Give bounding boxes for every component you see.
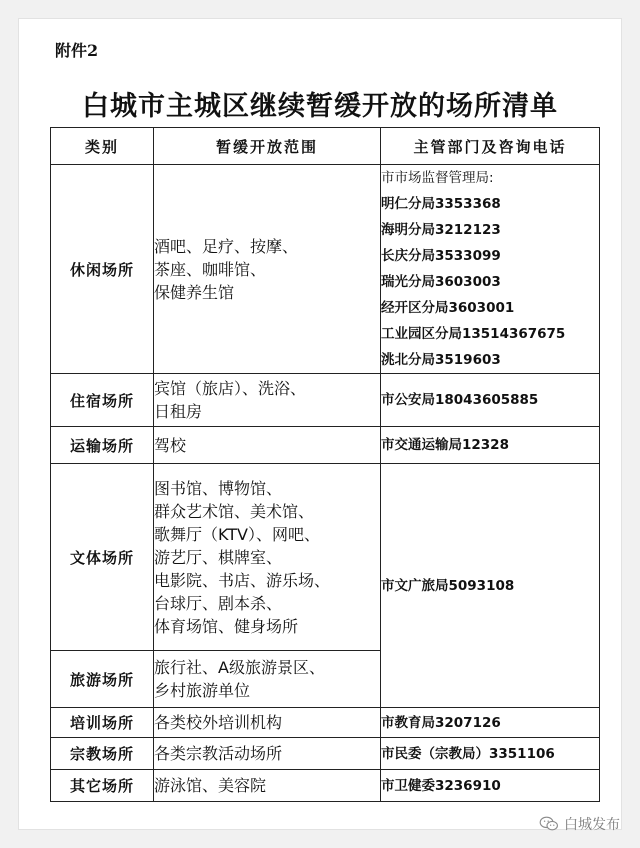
scope-line: 游艺厅、棋牌室、 [154, 547, 283, 567]
scope-line: 驾校 [154, 435, 187, 455]
venue-list-table [50, 127, 600, 802]
contact-line: 经开区分局3603001 [381, 300, 515, 316]
contact-line: 市教育局3207126 [381, 714, 501, 731]
table-row [51, 738, 600, 770]
table-header-row [51, 128, 600, 165]
table-row [51, 427, 600, 464]
scope-cell [154, 427, 381, 464]
table-row [51, 708, 600, 738]
contact-cell [381, 165, 600, 374]
contact-cell [381, 374, 600, 427]
category-cell: 其它场所 [51, 770, 154, 802]
scope-line: 各类宗教活动场所 [154, 744, 283, 763]
column-header-contact: 主管部门及咨询电话 [381, 128, 600, 165]
watermark-text: 白城发布 [564, 817, 620, 833]
scope-cell [154, 464, 381, 651]
column-header-category: 类别 [51, 128, 154, 165]
scope-cell [154, 651, 381, 708]
contact-cell [381, 708, 600, 738]
scope-line: 保健养生馆 [154, 282, 235, 302]
wechat-icon [539, 816, 559, 832]
contact-header: 市市场监督管理局: [381, 170, 494, 186]
table-row [51, 770, 600, 802]
table-row [51, 165, 600, 374]
table-row [51, 374, 600, 427]
scope-cell [154, 708, 381, 738]
category-cell: 培训场所 [51, 708, 154, 738]
contact-cell [381, 427, 600, 464]
watermark [539, 814, 620, 834]
contact-line: 市公安局18043605885 [381, 392, 539, 408]
category-cell: 旅游场所 [51, 651, 154, 708]
contact-line: 市交通运输局12328 [381, 437, 509, 453]
contact-cell [381, 464, 600, 708]
contact-line: 工业园区分局13514367675 [381, 326, 566, 342]
scope-line: 酒吧、足疗、按摩、 [154, 236, 299, 256]
scope-line: 茶座、咖啡馆、 [154, 259, 267, 279]
scope-cell [154, 165, 381, 374]
scope-line: 电影院、书店、游乐场、 [154, 570, 331, 590]
scope-line: 体育场馆、健身场所 [154, 616, 299, 636]
scope-line: 日租房 [154, 402, 203, 421]
scope-line: 宾馆（旅店）、洗浴、 [154, 379, 307, 398]
contact-line: 明仁分局3353368 [381, 196, 501, 212]
column-header-scope: 暂缓开放范围 [154, 128, 381, 165]
scope-line: 各类校外培训机构 [154, 713, 283, 732]
scope-line: 乡村旅游单位 [154, 681, 251, 700]
contact-line: 长庆分局3533099 [381, 248, 501, 264]
scope-cell [154, 374, 381, 427]
scope-line: 旅行社、A级旅游景区、 [154, 658, 325, 677]
contact-line: 市民委（宗教局）3351106 [381, 745, 555, 762]
contact-line: 洮北分局3519603 [381, 352, 501, 368]
scope-line: 台球厅、剧本杀、 [154, 593, 283, 613]
scope-cell [154, 738, 381, 770]
scope-line: 群众艺术馆、美术馆、 [154, 501, 315, 521]
document-title: 白城市主城区继续暂缓开放的场所清单 [82, 91, 558, 122]
category-cell: 文体场所 [51, 464, 154, 651]
scope-line: 图书馆、博物馆、 [154, 478, 283, 498]
contact-line: 瑞光分局3603003 [381, 274, 501, 290]
table-row [51, 464, 600, 651]
contact-line: 海明分局3212123 [381, 222, 501, 238]
category-cell: 住宿场所 [51, 374, 154, 427]
contact-line: 市文广旅局5093108 [381, 577, 515, 594]
scope-line: 歌舞厅（KTV）、网吧、 [154, 524, 320, 544]
category-cell: 运输场所 [51, 427, 154, 464]
scope-line: 游泳馆、美容院 [154, 776, 267, 795]
category-cell: 休闲场所 [51, 165, 154, 374]
attachment-label: 附件2 [55, 41, 99, 60]
scope-cell [154, 770, 381, 802]
contact-cell [381, 770, 600, 802]
contact-line: 市卫健委3236910 [381, 777, 501, 794]
category-cell: 宗教场所 [51, 738, 154, 770]
contact-cell [381, 738, 600, 770]
